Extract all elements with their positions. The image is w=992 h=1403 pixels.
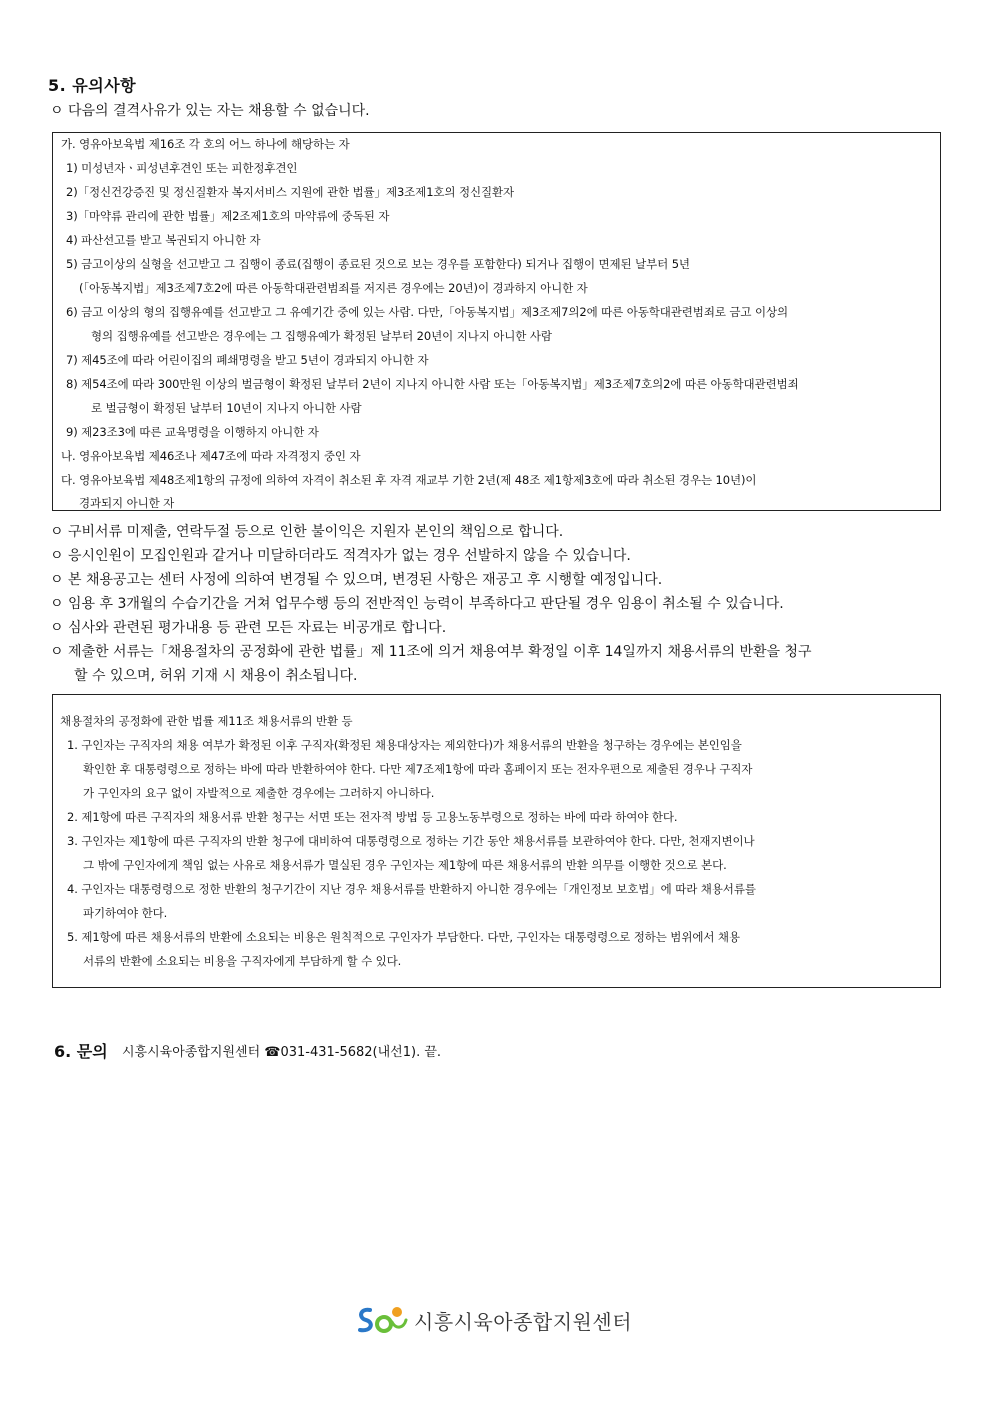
notice-bullet: [50, 569, 662, 589]
bullet-marker: ㅇ: [50, 548, 64, 564]
notice-bullet: [50, 593, 784, 613]
disqualification-box: [52, 132, 941, 511]
box1-line: 다. 영유아보육법 제48조제1항의 규정에 의하여 자격이 취소된 후 자격 재교부 기한 2년(제 48조 제1항제3호에 따라 취소된 경우는 10년)이: [61, 473, 757, 487]
notice-continuation: 할 수 있으며, 허위 기재 시 채용이 취소됩니다.: [74, 668, 358, 684]
notice-text: 심사와 관련된 평가내용 등 관련 모든 자료는 비공개로 합니다.: [68, 620, 447, 636]
bullet-marker: ㅇ: [50, 103, 64, 119]
box2-line: 3. 구인자는 제1항에 따른 구직자의 반환 청구에 대비하여 대통령령으로 정하는 기간 동안 채용서류를 보관하여야 한다. 다만, 천재지변이나: [67, 834, 755, 848]
bullet-marker: ㅇ: [50, 620, 64, 636]
notice-bullet: [50, 641, 812, 661]
box1-line: 3)「마약류 관리에 관한 법률」제2조제1호의 마약류에 중독된 자: [66, 209, 390, 223]
box1-line: (「아동복지법」제3조제7호2에 따른 아동학대관련범죄를 저지른 경우에는 20년)이 경과하지 아니한 자: [79, 281, 588, 295]
box1-line: 5) 금고이상의 실형을 선고받고 그 집행이 종료(집행이 종료된 것으로 보는 경우를 포함한다) 되거나 집행이 면제된 날부터 5년: [66, 257, 690, 271]
intro-text: 다음의 결격사유가 있는 자는 채용할 수 없습니다.: [68, 103, 370, 119]
box1-line: 로 벌금형이 확정된 날부터 10년이 지나지 아니한 사람: [91, 401, 362, 415]
box1-line: 경과되지 아니한 자: [79, 496, 175, 510]
box2-line: 5. 제1항에 따른 채용서류의 반환에 소요되는 비용은 원칙적으로 구인자가 부담한다. 다만, 구인자는 대통령령으로 정하는 범위에서 채용: [67, 930, 740, 944]
section-5-title: 5. 유의사항: [48, 76, 137, 95]
notice-text: 구비서류 미제출, 연락두절 등으로 인한 불이익은 지원자 본인의 책임으로 합니다.: [68, 524, 564, 540]
notice-text: 제출한 서류는「채용절차의 공정화에 관한 법률」제 11조에 의거 채용여부 확정일 이후 14일까지 채용서류의 반환을 청구: [68, 644, 812, 660]
box1-line: 가. 영유아보육법 제16조 각 호의 어느 하나에 해당하는 자: [61, 137, 350, 151]
box1-line: 8) 제54조에 따라 300만원 이상의 벌금형이 확정된 날부터 2년이 지나지 아니한 사람 또는「아동복지법」제3조제7호의2에 따른 아동학대관련범죄: [66, 377, 799, 391]
notice-bullet: [50, 545, 631, 565]
box2-line: 2. 제1항에 따른 구직자의 채용서류 반환 청구는 서면 또는 전자적 방법 등 고용노동부령으로 정하는 바에 따라 하여야 한다.: [67, 810, 678, 824]
intro-bullet: [50, 100, 370, 120]
box1-line: 7) 제45조에 따라 어린이집의 폐쇄명령을 받고 5년이 경과되지 아니한 자: [66, 353, 429, 367]
footer-logo-text: 시흥시육아종합지원센터: [414, 1309, 633, 1334]
box1-line: 4) 파산선고를 받고 복권되지 아니한 자: [66, 233, 261, 247]
notice-bullet: [50, 617, 446, 637]
box1-line: 1) 미성년자ㆍ피성년후견인 또는 피한정후견인: [66, 161, 298, 175]
footer-logo: [356, 1303, 632, 1337]
box1-line: 2)「정신건강증진 및 정신질환자 복지서비스 지원에 관한 법률」제3조제1호의 정신질환자: [66, 185, 515, 199]
box2-line: 채용절차의 공정화에 관한 법률 제11조 채용서류의 반환 등: [60, 714, 353, 728]
box2-line: 1. 구인자는 구직자의 채용 여부가 확정된 이후 구직자(확정된 채용대상자는 제외한다)가 채용서류의 반환을 청구하는 경우에는 본인임을: [67, 738, 742, 752]
box2-line: 확인한 후 대통령령으로 정하는 바에 따라 반환하여야 한다. 다만 제7조제1항에 따라 홈페이지 또는 전자우편으로 제출된 경우나 구직자: [83, 762, 753, 776]
box1-line: 나. 영유아보육법 제46조나 제47조에 따라 자격정지 중인 자: [61, 449, 361, 463]
box1-line: 9) 제23조3에 따른 교육명령을 이행하지 아니한 자: [66, 425, 319, 439]
law-excerpt-box: [52, 694, 941, 988]
contact-info: 시흥시육아종합지원센터 ☎031-431-5682(내선1). 끝.: [122, 1045, 442, 1060]
box1-line: 형의 집행유예를 선고받은 경우에는 그 집행유예가 확정된 날부터 20년이 지나지 아니한 사람: [91, 329, 552, 343]
box2-line: 4. 구인자는 대통령령으로 정한 반환의 청구기간이 지난 경우 채용서류를 반환하지 아니한 경우에는「개인정보 보호법」에 따라 채용서류를: [67, 882, 756, 896]
box2-line: 그 밖에 구인자에게 책임 없는 사유로 채용서류가 멸실된 경우 구인자는 제1항에 따른 채용서류의 반환 의무를 이행한 것으로 본다.: [83, 858, 727, 872]
section-6-title: 6. 문의: [54, 1042, 108, 1061]
bullet-marker: ㅇ: [50, 572, 64, 588]
box2-line: 파기하여야 한다.: [83, 906, 168, 920]
box2-line: 서류의 반환에 소요되는 비용을 구직자에게 부담하게 할 수 있다.: [83, 954, 402, 968]
notice-text: 임용 후 3개월의 수습기간을 거쳐 업무수행 등의 전반적인 능력이 부족하다고 판단될 경우 임용이 취소될 수 있습니다.: [68, 596, 784, 612]
bullet-marker: ㅇ: [50, 644, 64, 660]
box1-line: 6) 금고 이상의 형의 집행유예를 선고받고 그 유예기간 중에 있는 사람. 다만,「아동복지법」제3조제7의2에 따른 아동학대관련범죄로 금고 이상의: [66, 305, 788, 319]
notice-text: 본 채용공고는 센터 사정에 의하여 변경될 수 있으며, 변경된 사항은 재공고 후 시행할 예정입니다.: [68, 572, 663, 588]
bullet-marker: ㅇ: [50, 596, 64, 612]
center-logo-icon: [356, 1304, 408, 1336]
bullet-marker: ㅇ: [50, 524, 64, 540]
notice-bullet: [50, 521, 563, 541]
box2-line: 가 구인자의 요구 없이 자발적으로 제출한 경우에는 그러하지 아니하다.: [83, 786, 435, 800]
notice-text: 응시인원이 모집인원과 같거나 미달하더라도 적격자가 없는 경우 선발하지 않을 수 있습니다.: [68, 548, 631, 564]
